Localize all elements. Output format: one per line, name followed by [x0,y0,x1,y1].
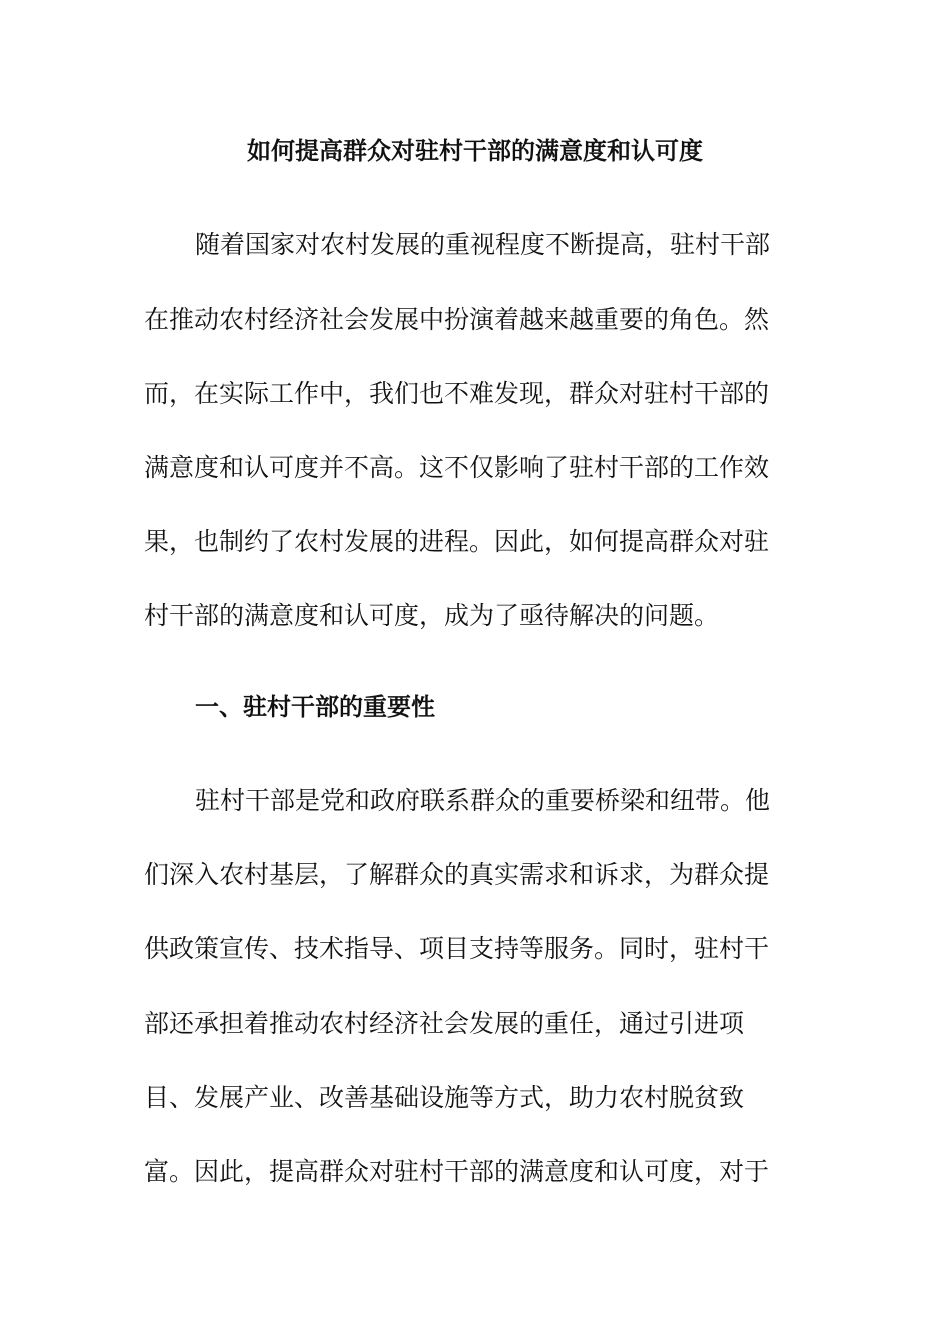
paragraph-line: 供政策宣传、技术指导、项目支持等服务。同时，驻村干 [144,934,770,963]
paragraph-line: 随着国家对农村发展的重视程度不断提高，驻村干部 [195,230,771,259]
paragraph-line: 富。因此，提高群众对驻村干部的满意度和认可度，对于 [144,1157,770,1186]
paragraph-line: 目、发展产业、改善基础设施等方式，助力农村脱贫致 [144,1083,745,1112]
paragraph-line: 在推动农村经济社会发展中扮演着越来越重要的角色。然 [144,305,770,334]
paragraph-line: 满意度和认可度并不高。这不仅影响了驻村干部的工作效 [144,453,770,482]
paragraph-line: 村干部的满意度和认可度，成为了亟待解决的问题。 [144,601,720,630]
paragraph-line: 而，在实际工作中，我们也不难发现，群众对驻村干部的 [144,379,770,408]
page-title: 如何提高群众对驻村干部的满意度和认可度 [247,137,703,165]
paragraph-line: 们深入农村基层，了解群众的真实需求和诉求，为群众提 [144,860,770,889]
paragraph-line: 驻村干部是党和政府联系群众的重要桥梁和纽带。他 [195,786,771,815]
section-heading: 一、驻村干部的重要性 [195,693,435,721]
paragraph-line: 部还承担着推动农村经济社会发展的重任，通过引进项 [144,1009,745,1038]
paragraph-line: 果，也制约了农村发展的进程。因此，如何提高群众对驻 [144,527,770,556]
